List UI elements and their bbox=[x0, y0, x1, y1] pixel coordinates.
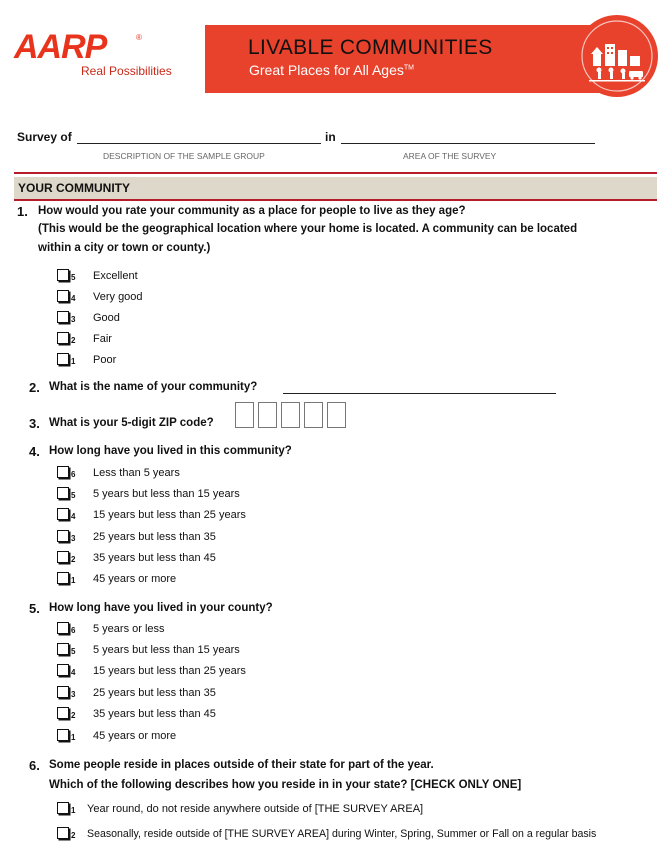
option-label: 45 years or more bbox=[93, 730, 177, 742]
question-number: 2. bbox=[29, 380, 40, 395]
survey-of-label: Survey of bbox=[17, 130, 72, 144]
option-label: 5 years but less than 15 years bbox=[93, 644, 240, 656]
zip-digit-box[interactable] bbox=[304, 402, 323, 428]
checkbox[interactable] bbox=[57, 311, 69, 323]
in-label: in bbox=[325, 130, 336, 144]
option-code: 2 bbox=[71, 555, 76, 564]
checkbox[interactable] bbox=[57, 729, 69, 741]
zip-digit-box[interactable] bbox=[281, 402, 300, 428]
checkbox[interactable] bbox=[57, 686, 69, 698]
checkbox[interactable] bbox=[57, 487, 69, 499]
option-label: Excellent bbox=[93, 270, 138, 282]
checkbox[interactable] bbox=[57, 466, 69, 478]
question-number: 3. bbox=[29, 416, 40, 431]
checkbox[interactable] bbox=[57, 353, 69, 365]
question-text: What is the name of your community? bbox=[49, 381, 258, 393]
survey-area-blank[interactable] bbox=[341, 143, 595, 144]
question-note: within a city or town or county.) bbox=[38, 242, 211, 254]
question-text: How long have you lived in this community? bbox=[49, 445, 292, 457]
option-code: 2 bbox=[71, 831, 76, 840]
zip-digit-box[interactable] bbox=[327, 402, 346, 428]
banner-subtitle bbox=[249, 62, 414, 78]
checkbox[interactable] bbox=[57, 530, 69, 542]
option-code: 4 bbox=[71, 668, 76, 677]
question-number: 4. bbox=[29, 444, 40, 459]
option-label: 35 years but less than 45 bbox=[93, 552, 216, 564]
checkbox[interactable] bbox=[57, 643, 69, 655]
option-code: 3 bbox=[71, 315, 76, 324]
community-name-blank[interactable] bbox=[283, 393, 556, 394]
option-code: 1 bbox=[71, 357, 76, 366]
option-code: 6 bbox=[71, 470, 76, 479]
option-code: 4 bbox=[71, 512, 76, 521]
registered-mark: ® bbox=[136, 33, 142, 42]
option-label: 15 years but less than 25 years bbox=[93, 509, 246, 521]
option-label: Very good bbox=[93, 291, 143, 303]
option-code: 2 bbox=[71, 711, 76, 720]
checkbox[interactable] bbox=[57, 664, 69, 676]
sample-group-blank[interactable] bbox=[77, 143, 321, 144]
question-instruction: Which of the following describes how you reside in in your state? [CHECK ONLY ONE] bbox=[49, 779, 522, 791]
option-label: Good bbox=[93, 312, 120, 324]
option-label: 25 years but less than 35 bbox=[93, 687, 216, 699]
question-number: 6. bbox=[29, 758, 40, 773]
option-code: 6 bbox=[71, 626, 76, 635]
option-label: 35 years but less than 45 bbox=[93, 708, 216, 720]
option-code: 1 bbox=[71, 806, 76, 815]
survey-area-caption: AREA OF THE SURVEY bbox=[403, 151, 497, 161]
community-badge-icon bbox=[575, 14, 659, 98]
option-code: 5 bbox=[71, 491, 76, 500]
option-code: 3 bbox=[71, 690, 76, 699]
checkbox[interactable] bbox=[57, 290, 69, 302]
question-text: How would you rate your community as a place for people to live as they age? bbox=[38, 205, 466, 217]
trademark-mark: TM bbox=[403, 64, 414, 72]
option-label: 45 years or more bbox=[93, 573, 177, 585]
aarp-tagline: Real Possibilities bbox=[81, 64, 172, 78]
zip-digit-box[interactable] bbox=[258, 402, 277, 428]
banner-subtitle-text: Great Places for All Ages bbox=[249, 62, 404, 78]
option-code: 5 bbox=[71, 647, 76, 656]
question-number: 5. bbox=[29, 601, 40, 616]
question-text: What is your 5-digit ZIP code? bbox=[49, 417, 214, 429]
checkbox[interactable] bbox=[57, 508, 69, 520]
option-label: Less than 5 years bbox=[93, 467, 180, 479]
option-code: 1 bbox=[71, 733, 76, 742]
zip-digit-box[interactable] bbox=[235, 402, 254, 428]
option-label: Poor bbox=[93, 354, 117, 366]
checkbox[interactable] bbox=[57, 332, 69, 344]
option-label: Seasonally, reside outside of [THE SURVEY AREA] during Winter, Spring, Summer or Fall on a regular basis bbox=[87, 828, 597, 840]
option-label: 25 years but less than 35 bbox=[93, 531, 216, 543]
sample-group-caption: DESCRIPTION OF THE SAMPLE GROUP bbox=[103, 151, 265, 161]
option-code: 4 bbox=[71, 294, 76, 303]
checkbox[interactable] bbox=[57, 827, 69, 839]
option-label: Fair bbox=[93, 333, 112, 345]
question-note: (This would be the geographical location where your home is located. A community can be located bbox=[38, 223, 578, 235]
aarp-logo: AARP bbox=[14, 28, 107, 66]
question-text: Some people reside in places outside of their state for part of the year. bbox=[49, 759, 434, 771]
checkbox[interactable] bbox=[57, 269, 69, 281]
banner-title: LIVABLE COMMUNITIES bbox=[248, 36, 493, 59]
checkbox[interactable] bbox=[57, 802, 69, 814]
question-number: 1. bbox=[17, 204, 28, 219]
checkbox[interactable] bbox=[57, 551, 69, 563]
option-label: 5 years but less than 15 years bbox=[93, 488, 240, 500]
option-code: 2 bbox=[71, 336, 76, 345]
option-label: 15 years but less than 25 years bbox=[93, 665, 246, 677]
checkbox[interactable] bbox=[57, 707, 69, 719]
option-code: 1 bbox=[71, 576, 76, 585]
divider-rule bbox=[14, 172, 657, 174]
option-label: 5 years or less bbox=[93, 623, 165, 635]
checkbox[interactable] bbox=[57, 572, 69, 584]
question-text: How long have you lived in your county? bbox=[49, 602, 273, 614]
option-label: Year round, do not reside anywhere outside of [THE SURVEY AREA] bbox=[87, 803, 424, 815]
section-title: YOUR COMMUNITY bbox=[18, 181, 130, 195]
option-code: 5 bbox=[71, 273, 76, 282]
option-code: 3 bbox=[71, 534, 76, 543]
checkbox[interactable] bbox=[57, 622, 69, 634]
